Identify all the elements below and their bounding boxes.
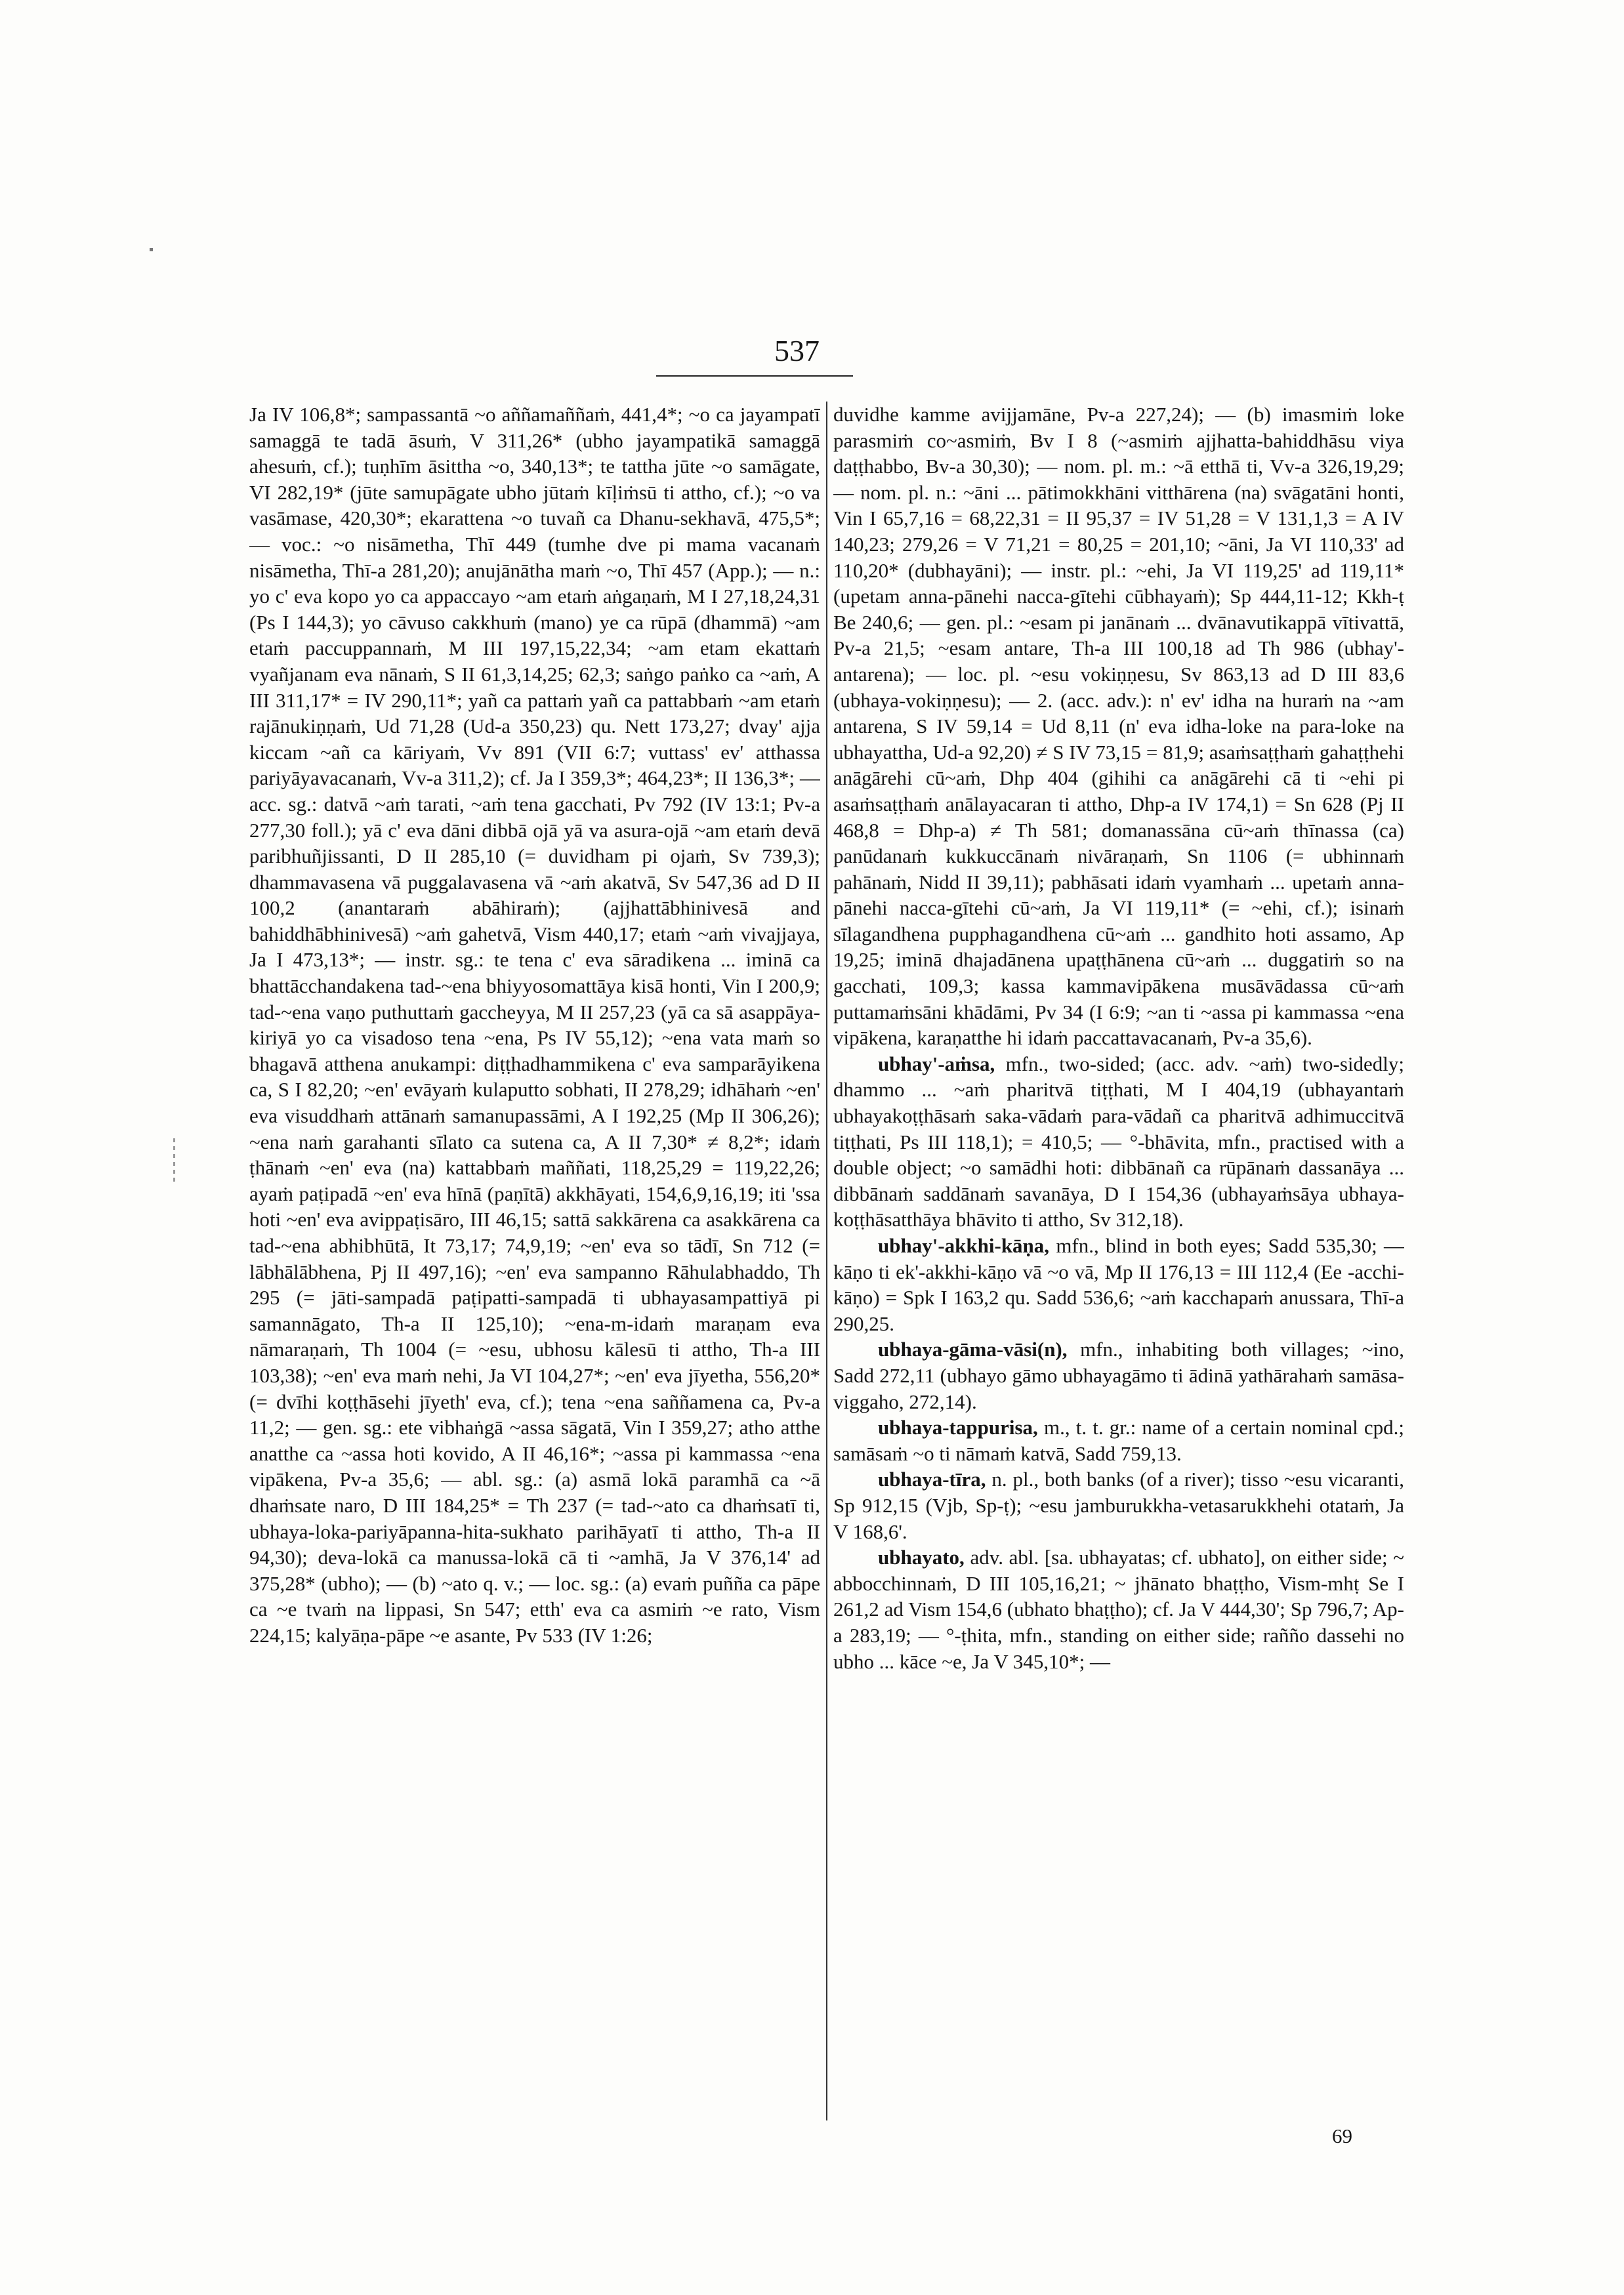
printer-signature: 69: [1332, 2124, 1352, 2147]
entry-body: mfn., blind in both eyes; Sadd 535,30; — kāṇo ti ek'-akkhi-kāṇo vā ~o vā, Mp II 176,13 = III 112,4 (Ee -acchi-kāṇo) = Spk I 163,2 qu. Sadd 536,6; ~aṁ kacchapaṁ anussara, Thī-a 290,25.: [833, 1234, 1404, 1335]
entry-body: mfn., two-sided; (acc. adv. ~aṁ) two-sidedly; dhammo ... ~aṁ pharitvā tiṭṭhati, M I 404,19 (ubhayantaṁ ubhayakoṭṭhāsaṁ saka-vādaṁ para-vādañ ca pharitvā adhimuccitvā tiṭṭhati, Ps III 118,1); = 410,5; — °-bhāvita, mfn., practised with a double object; ~o samādhi hoti: dibbānañ ca rūpānaṁ dassanāya ... dibbānaṁ saddānaṁ savanāya, D I 154,36 (ubhayaṁsāya ubhaya-koṭṭhāsatthāya bhāvito ti attho, Sv 312,18).: [833, 1052, 1404, 1231]
entry-body: mfn., inhabiting both villages; ~ino, Sadd 272,11 (ubhayo gāmo ubhayagāmo ti ādinā yathārahaṁ samāsa-viggaho, 272,14).: [833, 1338, 1404, 1413]
right-column-intro: duvidhe kamme avijjamāne, Pv-a 227,24); — (b) imasmiṁ loke parasmiṁ co~asmiṁ, Bv I 8 (~asmiṁ ajjhatta-bahiddhāsu viya daṭṭhabbo, Bv-a 30,30); — nom. pl. m.: ~ā etthā ti, Vv-a 326,19,29; — nom. pl. n.: ~āni ... pātimokkhāni vitthārena (na) svāgatāni honti, Vin I 65,7,16 = 68,22,31 = II 95,37 = IV 51,28 = V 131,1,3 = A IV 140,23; 279,26 = V 71,21 = 80,25 = 201,10; ~āni, Ja VI 110,33' ad 110,20* (dubhayāni); — instr. pl.: ~ehi, Ja VI 119,25' ad 119,11* (upetam anna-pānehi nacca-gītehi cūbhayaṁ); Sp 444,11-12; Kkh-ṭ Be 240,6; — gen. pl.: ~esam pi janānaṁ ... dvānavutikappā vītivattā, Pv-a 21,5; ~esam antare, Th-a III 100,18 ad Th 986 (ubhay'-antarena); — loc. pl. ~esu vokiṇṇesu, Sv 863,13 ad D III 83,6 (ubhaya-vokiṇṇesu); — 2. (acc. adv.): n' ev' idha na huraṁ na ~am antarena, S IV 59,14 = Ud 8,11 (n' eva idha-loke na para-loke na ubhayattha, Ud-a 92,20) ≠ S IV 73,15 = 81,9; asaṁsaṭṭhaṁ gahaṭṭhehi anāgārehi cū~aṁ, Dhp 404 (gihihi ca anāgārehi cā ti ~ehi pi asaṁsaṭṭhaṁ anālayacaran ti attho, Dhp-a IV 174,1) = Sn 628 (Pj II 468,8 = Dhp-a) ≠ Th 581; domanassāna cū~aṁ thīnassa (ca) panūdanaṁ kukkuccānaṁ nivāraṇaṁ, Sn 1106 (= ubhinnaṁ pahānaṁ, Nidd II 39,11); pabhāsati idaṁ vyamhaṁ ... upetaṁ anna-pānehi nacca-gītehi cū~aṁ, Ja VI 119,11* (= ~ehi, cf.); isinaṁ sīlagandhena pupphagandhena cū~aṁ ... gandhito hoti assamo, Ap 19,25; iminā dhajadānena upaṭṭhānena cū~aṁ ... duggatiṁ so na gacchati, 109,3; kassa kammavipākena musāvādassa cū~aṁ puttamaṁsāni khādāmi, Pv 34 (I 6:9; ~an ti ~assa pi kammassa ~ena vipākena, karaṇatthe hi idaṁ paccattavacanaṁ, Pv-a 35,6).: [833, 403, 1404, 1050]
headword: ubhayato,: [878, 1546, 965, 1569]
headword: ubhaya-tappurisa,: [878, 1416, 1038, 1439]
entry-ubhaya-tappurisa: [833, 1415, 1404, 1466]
entry-ubhayato: [833, 1544, 1404, 1674]
right-column: [833, 402, 1404, 2120]
headword: ubhaya-tīra,: [878, 1468, 986, 1491]
entry-body: m., t. t. gr.: name of a certain nominal cpd.; samāsaṁ ~o ti nāmaṁ katvā, Sadd 759,13.: [833, 1416, 1404, 1465]
entry-body: adv. abl. [sa. ubhayatas; cf. ubhato], on either side; ~ abbocchinnaṁ, D III 105,16,21; ~ jhānato bhaṭṭho, Vism-mhṭ Se I 261,2 ad Vism 154,6 (ubhato bhaṭṭho); cf. Ja V 444,30'; Sp 796,7; Ap-a 283,19; — °-ṭhita, mfn., standing on either side; rañño dassehi no ubho ... kāce ~e, Ja V 345,10*; —: [833, 1546, 1404, 1673]
scan-margin-mark: [173, 1138, 175, 1184]
column-divider: [826, 402, 827, 2120]
entry-ubhay-akkhi-kana: [833, 1233, 1404, 1336]
entry-body: n. pl., both banks (of a river); tisso ~esu vicaranti, Sp 912,15 (Vjb, Sp-ṭ); ~esu jamburukkha-vetasarukkhehi otataṁ, Ja V 168,6'.: [833, 1468, 1404, 1543]
left-column: [249, 402, 820, 2120]
left-column-text: Ja IV 106,8*; sampassantā ~o aññamaññaṁ, 441,4*; ~o ca jayampatī samaggā te tadā āsuṁ, V 311,26* (ubho jayampatikā samaggā ahesuṁ, cf.); tuṇhīm āsittha ~o, 340,13*; te tattha jūte ~o samāgate, VI 282,19* (jūte samupāgate ubho jūtaṁ kīḷiṁsū ti attho, cf.); ~o va vasāmase, 420,30*; ekarattena ~o tuvañ ca Dhanu-sekhavā, 475,5*; — voc.: ~o nisāmetha, Thī 449 (tumhe dve pi mama vacanaṁ nisāmetha, Thī-a 281,20); anujānātha maṁ ~o, Thī 457 (App.); — n.: yo c' eva kopo yo ca appaccayo ~am etaṁ aṅgaṇaṁ, M I 27,18,24,31 (Ps I 144,3); yo cāvuso cakkhuṁ (mano) ye ca rūpā (dhammā) ~am etaṁ paccuppannaṁ, M III 197,15,22,34; ~am etam ekattaṁ vyañjanam eva nānaṁ, S II 61,3,14,25; 62,3; saṅgo paṅko ca ~aṁ, A III 311,17* = IV 290,11*; yañ ca pattaṁ yañ ca pattabbaṁ ~am etaṁ rajānukiṇṇaṁ, Ud 71,28 (Ud-a 350,23) qu. Nett 173,27; dvay' ajja kiccam ~añ ca kāriyaṁ, Vv 891 (VII 6:7; vuttass' ev' atthassa pariyāyavacanaṁ, Vv-a 311,2); cf. Ja I 359,3*; 464,23*; II 136,3*; — acc. sg.: datvā ~aṁ tarati, ~aṁ tena gacchati, Pv 792 (IV 13:1; Pv-a 277,30 foll.); yā c' eva dāni dibbā ojā yā va asura-ojā ~am etaṁ devā paribhuñjissanti, D II 285,10 (= duvidham pi ojaṁ, Sv 739,3); dhammavasena vā puggalavasena vā ~aṁ akatvā, Sv 547,36 ad D II 100,2 (anantaraṁ abāhiraṁ); (ajjhattābhinivesā and bahiddhābhinivesā) ~aṁ gahetvā, Vism 440,17; etaṁ ~aṁ vivajjaya, Ja I 473,13*; — instr. sg.: te tena c' eva sāradikena ... iminā ca bhattācchandakena tad-~ena bhiyyosomattāya kisā honti, Vin I 200,9; tad-~ena vaṇo puthuttaṁ gaccheyya, M II 257,23 (yā ca sā asappāya-kiriyā yo ca visadoso tena ~ena, Ps IV 55,12); ~ena vata maṁ so bhagavā atthena anukampi: diṭṭhadhammikena c' eva samparāyikena ca, S I 82,20; ~en' evāyaṁ kulaputto sobhati, II 278,29; idhāhaṁ ~en' eva visuddhaṁ attānaṁ samanupassāmi, A I 192,25 (Mp II 306,26); ~ena naṁ garahanti sīlato ca sutena ca, A II 7,30* ≠ 8,2*; idaṁ ṭhānaṁ ~en' eva (na) kattabbaṁ maññati, 118,25,29 = 119,22,26; ayaṁ paṭipadā ~en' eva hīnā (paṇītā) akkhāyati, 154,6,9,16,19; iti 'ssa hoti ~en' eva avippaṭisāro, III 46,15; sattā sakkārena ca asakkārena ca tad-~ena abhibhūtā, It 73,17; 74,9,19; ~en' eva so tādī, Sn 712 (= lābhālābhena, Pj II 497,16); ~en' eva sampanno Rāhulabhaddo, Th 295 (= jāti-sampadā paṭipatti-sampadā ti ubhayasampattiyā pi samannāgato, Th-a II 125,10); ~ena-m-idaṁ maraṇam eva nāmaraṇaṁ, Th 1004 (= ~esu, ubhosu kālesū ti attho, Th-a III 103,38); ~en' eva maṁ nehi, Ja VI 104,27*; ~en' eva jīyetha, 556,20* (= dvīhi koṭṭhāsehi jīyeth' eva, cf.); tena ~ena saññamena ca, Pv-a 11,2; — gen. sg.: ete vibhaṅgā ~assa sāgatā, Vin I 359,27; atho atthe anatthe ca ~assa hoti kovido, A II 46,16*; ~assa pi kammassa ~ena vipākena, Pv-a 35,6; — abl. sg.: (a) asmā lokā paramhā ca ~ā dhaṁsate naro, D III 184,25* = Th 237 (= tad-~ato ca dhaṁsatī ti, ubhaya-loka-pariyāpanna-hita-sukhato parihāyatī ti attho, Th-a II 94,30); deva-lokā ca manussa-lokā cā ti ~amhā, Ja V 376,14' ad 375,28* (ubho); — (b) ~ato q. v.; — loc. sg.: (a) evaṁ puñña ca pāpe ca ~e tvaṁ na lippasi, Sn 547; etth' eva ca asmiṁ ~e rato, Vism 224,15; kalyāṇa-pāpe ~e asante, Pv 533 (IV 1:26;: [249, 403, 820, 1647]
headword: ubhay'-akkhi-kāṇa,: [878, 1234, 1050, 1257]
page-number-rule: [656, 375, 853, 377]
entry-ubhay-amsa: [833, 1051, 1404, 1233]
entry-ubhaya-tira: [833, 1466, 1404, 1544]
entry-ubhaya-gama-vasin: [833, 1336, 1404, 1415]
page-number: 537: [774, 334, 820, 367]
scan-speck: [150, 248, 153, 251]
headword: ubhay'-aṁsa,: [878, 1052, 995, 1075]
headword: ubhaya-gāma-vāsi(n),: [878, 1338, 1068, 1361]
